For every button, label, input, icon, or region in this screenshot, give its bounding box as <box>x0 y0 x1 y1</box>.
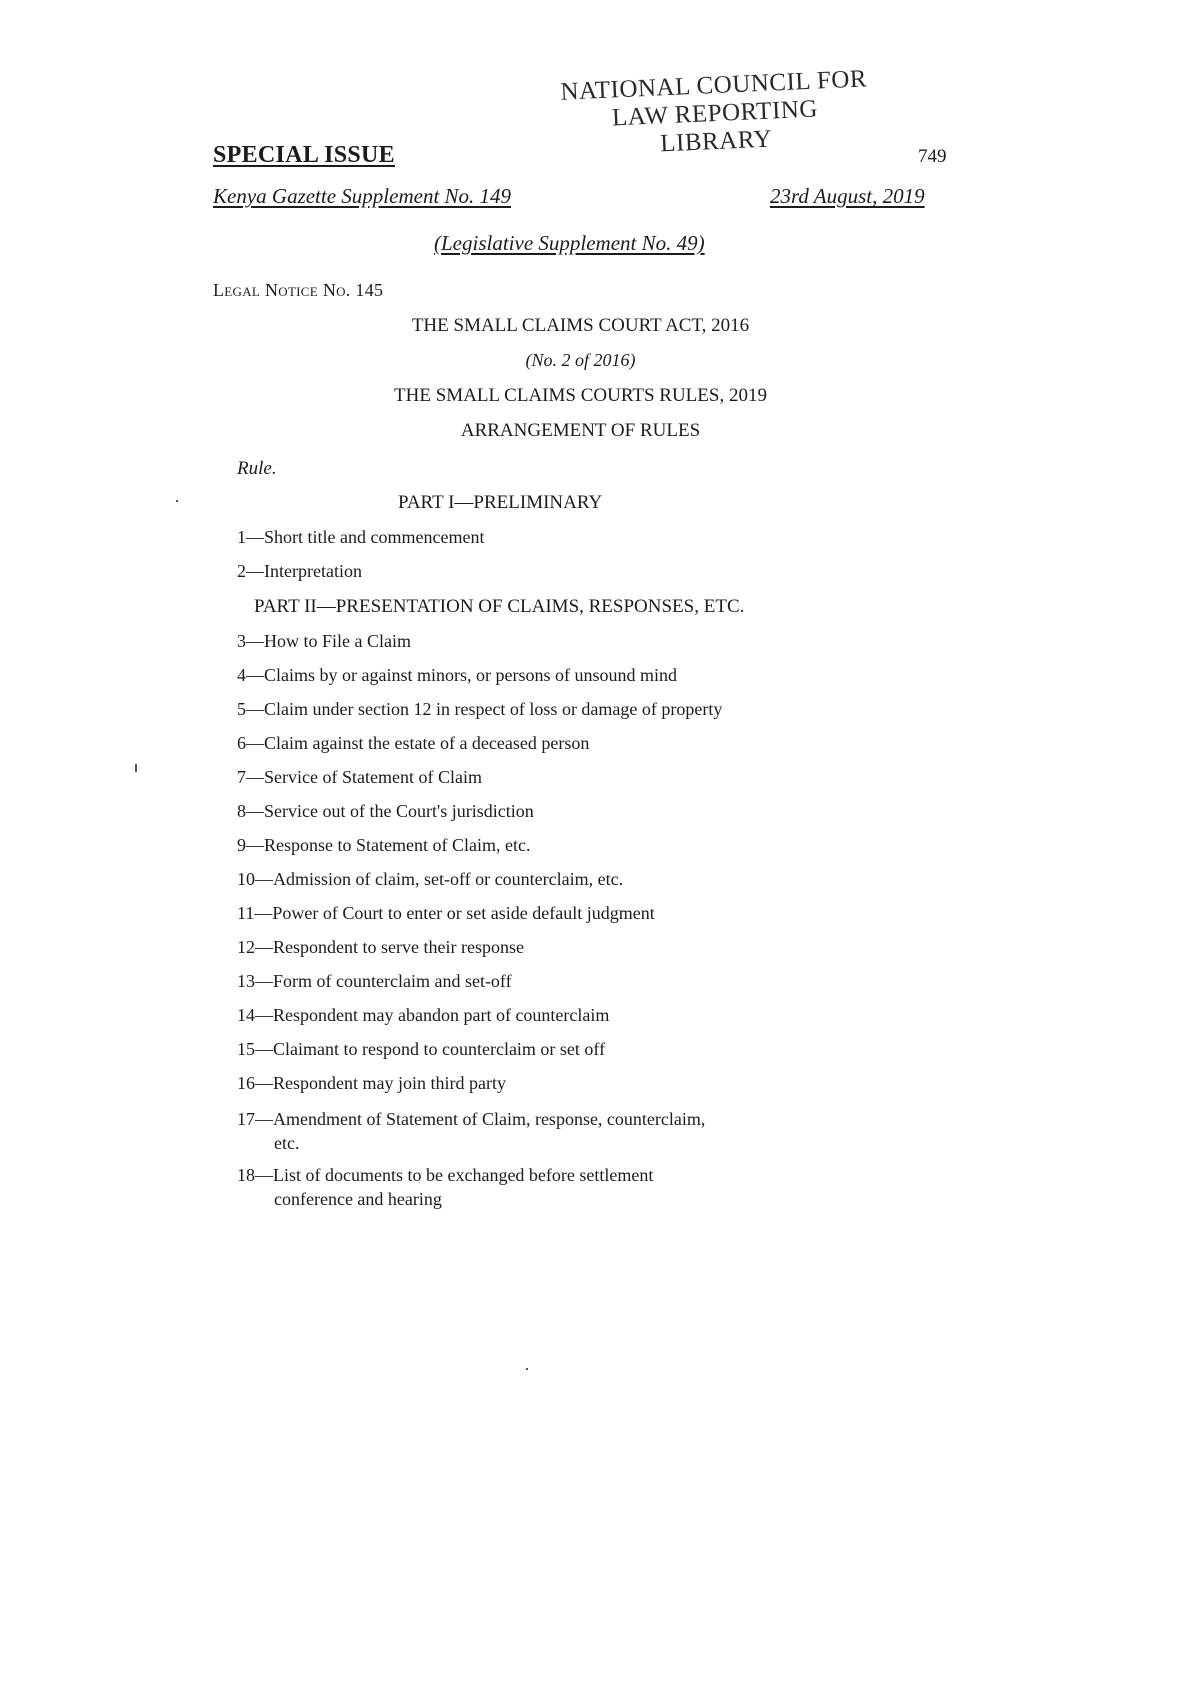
scan-speck <box>135 764 137 772</box>
toc-entry: 8—Service out of the Court's jurisdiction <box>237 801 534 821</box>
toc-entry: 16—Respondent may join third party <box>237 1073 506 1093</box>
act-number: (No. 2 of 2016) <box>525 350 636 370</box>
toc-entry-line: conference and hearing <box>274 1189 442 1209</box>
toc-entry: 2—Interpretation <box>237 561 362 581</box>
toc-entry: 7—Service of Statement of Claim <box>237 767 482 787</box>
arrangement-heading: ARRANGEMENT OF RULES <box>460 420 701 441</box>
library-stamp <box>543 65 886 164</box>
toc-entry-line: etc. <box>274 1133 300 1153</box>
gazette-supplement: Kenya Gazette Supplement No. 149 <box>213 184 512 208</box>
rules-title: THE SMALL CLAIMS COURTS RULES, 2019 <box>394 385 767 406</box>
page-number: 749 <box>918 146 947 167</box>
toc-entry: 12—Respondent to serve their response <box>237 937 524 957</box>
gazette-date: 23rd August, 2019 <box>770 184 925 208</box>
stamp-line-2: LAW REPORTING <box>611 95 819 132</box>
toc-entry: 9—Response to Statement of Claim, etc. <box>237 835 531 855</box>
toc-entry: 3—How to File a Claim <box>237 631 411 651</box>
toc-entry: 4—Claims by or against minors, or persons of unsound mind <box>237 665 677 685</box>
toc-entry: 13—Form of counterclaim and set-off <box>237 971 512 991</box>
toc-entry: 5—Claim under section 12 in respect of loss or damage of property <box>237 699 723 719</box>
toc-entry: 14—Respondent may abandon part of counterclaim <box>237 1005 610 1025</box>
toc-entry: 10—Admission of claim, set-off or counterclaim, etc. <box>237 869 624 889</box>
toc-entry: 11—Power of Court to enter or set aside default judgment <box>237 903 655 923</box>
toc-entry <box>237 1107 802 1155</box>
stamp-line-1: NATIONAL COUNCIL FOR <box>559 65 868 106</box>
legislative-supplement: (Legislative Supplement No. 49) <box>434 231 705 255</box>
toc-entry: 6—Claim against the estate of a deceased person <box>237 733 590 753</box>
part-heading: PART I—PRELIMINARY <box>398 492 603 513</box>
special-issue-heading: SPECIAL ISSUE <box>213 142 395 168</box>
part-heading: PART II—PRESENTATION OF CLAIMS, RESPONSES, ETC. <box>254 596 745 617</box>
toc-entry <box>237 1163 802 1211</box>
toc-entry: 1—Short title and commencement <box>237 527 485 547</box>
act-title: THE SMALL CLAIMS COURT ACT, 2016 <box>411 315 750 336</box>
toc-entry-line: 18—List of documents to be exchanged before settlement <box>237 1165 654 1185</box>
rule-column-heading: Rule. <box>237 458 277 479</box>
stamp-line-3: LIBRARY <box>659 125 773 158</box>
legal-notice-number: Legal Notice No. 145 <box>213 280 384 300</box>
toc-entry-line: 17—Amendment of Statement of Claim, response, counterclaim, <box>237 1109 706 1129</box>
toc-entry: 15—Claimant to respond to counterclaim or set off <box>237 1039 606 1059</box>
scan-speck <box>176 500 178 502</box>
scan-speck <box>526 1368 528 1370</box>
